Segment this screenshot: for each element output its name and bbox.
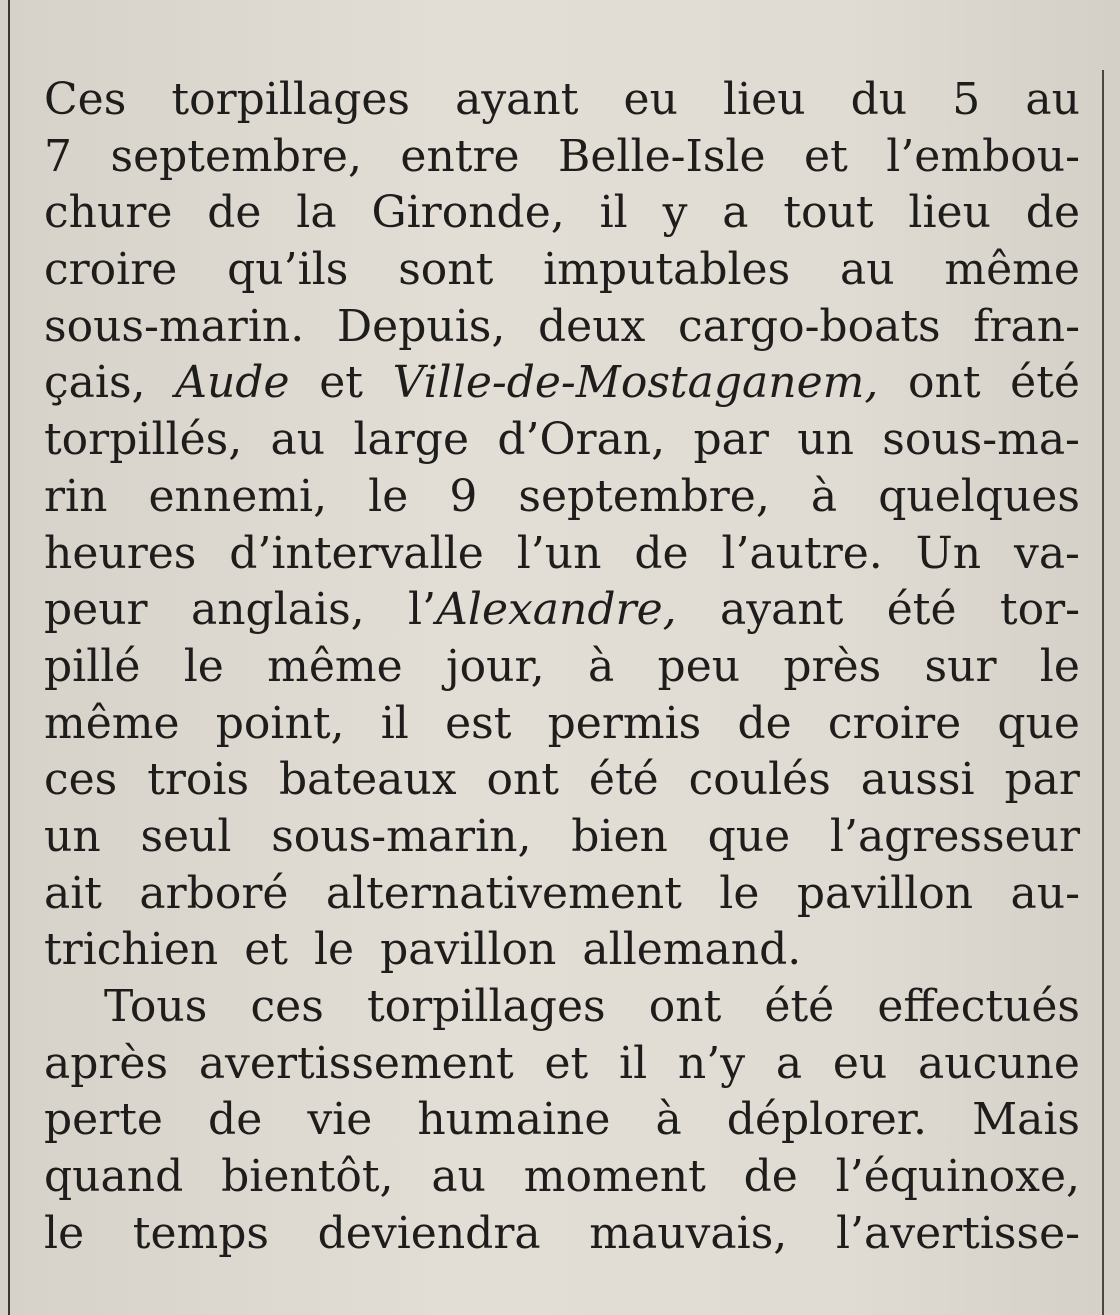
text-line: 7 septembre, entre Belle-Isle et l’embou- [44,130,1080,182]
text-line: pillé le même jour, à peu près sur le [44,640,1080,692]
text-line: même point, il est permis de croire que [44,697,1080,749]
column-rule-left [8,0,10,1315]
text-line: peur anglais, l’Alexandre, ayant été tor- [44,584,1080,636]
text-line: le temps deviendra mauvais, l’avertisse- [44,1207,1080,1259]
text-line: un seul sous-marin, bien que l’agresseur [44,810,1080,862]
article-column [44,72,1080,1262]
text-line: quand bientôt, au moment de l’équinoxe, [44,1151,1080,1203]
text-line: perte de vie humaine à déplorer. Mais [44,1094,1080,1146]
paragraph [44,979,1080,1262]
text-line: rin ennemi, le 9 septembre, à quelques [44,470,1080,522]
text-line: torpillés, au large d’Oran, par un sous-ma- [44,414,1080,466]
text-line: çais, Aude et Ville-de-Mostaganem, ont été [44,357,1080,409]
text-line: chure de la Gironde, il y a tout lieu de [44,187,1080,239]
column-rule-right [1102,70,1104,1315]
paragraph [44,72,1080,979]
text-line: Tous ces torpillages ont été effectués [104,981,1080,1032]
text-line: Ces torpillages ayant eu lieu du 5 au [44,74,1080,125]
text-line: ait arboré alternativement le pavillon au- [44,867,1080,919]
text-line: après avertissement et il n’y a eu aucune [44,1037,1080,1089]
text-line: trichien et le pavillon allemand. [44,924,802,976]
text-line: heures d’intervalle l’un de l’autre. Un va- [44,527,1080,579]
text-line: ces trois bateaux ont été coulés aussi par [44,754,1080,806]
text-line: sous-marin. Depuis, deux cargo-boats fran- [44,300,1080,352]
text-line: croire qu’ils sont imputables au même [44,244,1080,296]
